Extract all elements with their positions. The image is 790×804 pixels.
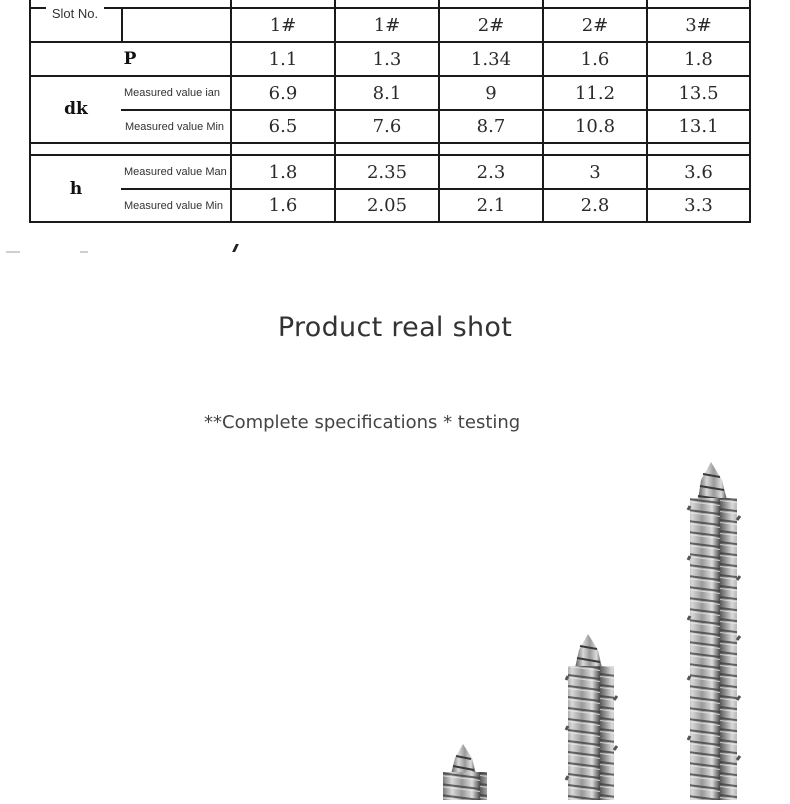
p-value: 1.34 [470, 48, 512, 70]
stray-mark [80, 251, 88, 253]
spec-table [29, 0, 751, 222]
dk-min-label: Measured value Min [125, 120, 225, 133]
section-title: Product real shot [277, 312, 513, 343]
stray-mark [232, 244, 239, 252]
dk-min-value: 10.8 [574, 116, 616, 137]
dk-max-value: 9 [485, 82, 497, 104]
dk-max-label: Measured value ian [124, 87, 221, 99]
stray-mark [6, 251, 20, 253]
product-photo [0, 440, 790, 800]
h-min-value: 1.6 [268, 195, 298, 216]
h-max-value: 2.35 [366, 161, 408, 183]
screw-photo [0, 440, 790, 800]
p-value: 1.3 [372, 48, 402, 70]
h-min-value: 2.8 [580, 195, 610, 216]
p-value: 1.6 [580, 48, 610, 70]
param-h-label: h [69, 178, 83, 199]
dk-min-value: 8.7 [476, 116, 506, 137]
h-min-value: 2.1 [476, 195, 506, 216]
dk-max-value: 6.9 [268, 82, 298, 104]
h-max-value: 3 [589, 161, 601, 183]
slot-cell: 2# [581, 14, 609, 36]
dk-min-value: 13.1 [678, 116, 719, 137]
table-rule [29, 142, 751, 144]
section-subtitle: **Complete specifications * testing [204, 412, 521, 433]
h-min-value: 3.3 [684, 195, 713, 216]
table-rule [29, 221, 751, 223]
dk-max-value: 11.2 [574, 82, 616, 104]
table-rule [749, 0, 751, 222]
screw-large [688, 462, 740, 800]
dk-max-value: 8.1 [372, 82, 402, 104]
h-min-label: Measured value Min [124, 199, 224, 212]
p-value: 1.8 [684, 48, 713, 70]
dk-max-value: 13.5 [678, 82, 719, 104]
table-rule [121, 7, 123, 42]
slot-cell: 3# [685, 14, 712, 36]
slot-label: Slot No. [46, 0, 104, 38]
h-max-value: 1.8 [268, 161, 298, 183]
param-dk-label: dk [64, 99, 88, 119]
dk-min-value: 7.6 [372, 116, 402, 137]
h-max-label: Measured value Man [124, 166, 227, 178]
slot-cell: 1# [269, 14, 297, 36]
slot-cell: 2# [477, 14, 505, 36]
h-max-value: 2.3 [476, 161, 506, 183]
param-p-label: P [123, 49, 137, 69]
dk-min-value: 6.5 [268, 116, 298, 137]
slot-cell: 1# [373, 14, 401, 36]
h-max-value: 3.6 [684, 161, 713, 183]
screw-small [443, 744, 487, 800]
p-value: 1.1 [268, 48, 298, 70]
screw-medium [566, 634, 617, 800]
h-min-value: 2.05 [366, 195, 408, 216]
